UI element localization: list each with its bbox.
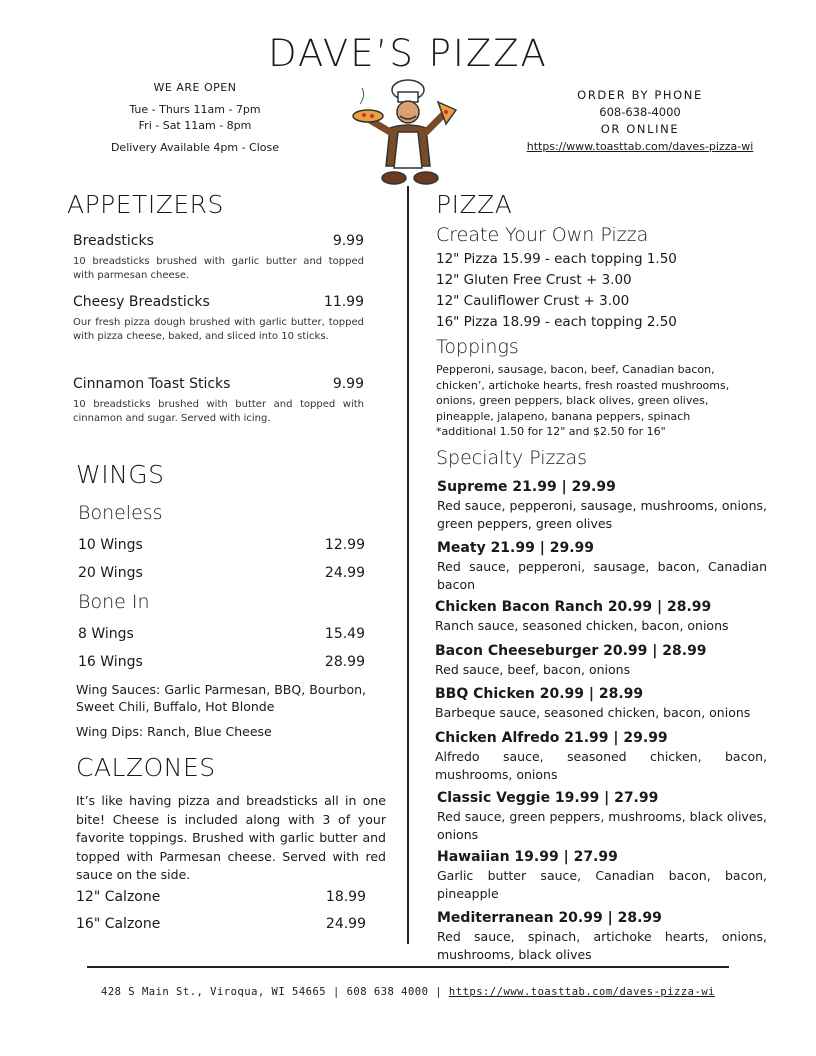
- pizza-title: PIZZA: [436, 190, 513, 219]
- pizza-description: Barbeque sauce, seasoned chicken, bacon, onions: [435, 705, 751, 720]
- item-name: 16" Calzone: [76, 916, 161, 932]
- appetizer-item: [73, 233, 364, 283]
- delivery-hours: Delivery Available 4pm - Close: [110, 141, 280, 154]
- order-online: OR ONLINE: [600, 122, 680, 136]
- item-name: 16 Wings: [78, 654, 143, 670]
- footer-address: 428 S Main St., Viroqua, WI 54665 | 608 638 4000 |: [101, 986, 449, 998]
- pizza-name: BBQ Chicken 20.99 | 28.99: [435, 686, 644, 702]
- item-name: Breadsticks: [73, 233, 154, 249]
- pizza-description: Red sauce, pepperoni, sausage, bacon, Canadian bacon: [437, 559, 767, 592]
- bone-in-title: Bone In: [78, 591, 150, 613]
- wing-dips: Wing Dips: Ranch, Blue Cheese: [76, 724, 272, 739]
- specialty-pizza-item: [435, 599, 767, 635]
- wing-item: [78, 537, 365, 553]
- specialty-pizza-item: [435, 730, 767, 783]
- item-description: 10 breadsticks brushed with butter and topped with cinnamon and sugar. Served with icing.: [73, 399, 364, 424]
- specialty-pizza-item: [437, 849, 767, 902]
- item-price: 12.99: [324, 537, 365, 553]
- specialty-pizza-item: [437, 540, 767, 593]
- item-name: 10 Wings: [78, 537, 143, 553]
- item-name: Cheesy Breadsticks: [73, 294, 210, 310]
- item-name: 20 Wings: [78, 565, 143, 581]
- pizza-option: 12" Pizza 15.99 - each topping 1.50: [436, 251, 677, 267]
- pizza-option: 12" Cauliflower Crust + 3.00: [436, 293, 630, 309]
- hours-line-1: Tue - Thurs 11am - 7pm: [129, 103, 261, 116]
- item-name: 8 Wings: [78, 626, 134, 642]
- item-name: 12" Calzone: [76, 889, 161, 905]
- specialty-pizza-item: [437, 790, 767, 843]
- pizza-option: 16" Pizza 18.99 - each topping 2.50: [436, 314, 677, 330]
- toppings-note: *additional 1.50 for 12" and $2.50 for 16": [436, 425, 666, 438]
- appetizers-title: APPETIZERS: [67, 190, 224, 219]
- pizza-description: Red sauce, spinach, artichoke hearts, onions, mushrooms, black olives: [437, 929, 767, 962]
- create-your-own-title: Create Your Own Pizza: [436, 224, 649, 246]
- item-price: 9.99: [332, 376, 364, 392]
- phone-number[interactable]: 608-638-4000: [599, 105, 681, 119]
- hours-line-2: Fri - Sat 11am - 8pm: [138, 119, 252, 132]
- pizza-name: Hawaiian 19.99 | 27.99: [437, 849, 618, 865]
- pizza-description: Red sauce, beef, bacon, onions: [435, 662, 631, 677]
- boneless-title: Boneless: [78, 502, 163, 524]
- item-price: 24.99: [324, 565, 365, 581]
- order-online-link[interactable]: https://www.toasttab.com/daves-pizza-wi: [526, 140, 754, 153]
- specialty-pizzas-title: Specialty Pizzas: [436, 447, 587, 469]
- pizza-name: Bacon Cheeseburger 20.99 | 28.99: [435, 643, 707, 659]
- toppings-title: Toppings: [436, 336, 519, 358]
- chef-mascot-icon: [352, 78, 464, 188]
- calzones-title: CALZONES: [76, 753, 216, 782]
- pizza-name: Chicken Bacon Ranch 20.99 | 28.99: [435, 599, 712, 615]
- hours-block: [100, 80, 290, 156]
- hours-heading: WE ARE OPEN: [153, 81, 237, 94]
- item-price: 18.99: [325, 889, 366, 905]
- pizza-description: Garlic butter sauce, Canadian bacon, bacon, pineapple: [437, 868, 767, 901]
- footer: [0, 986, 816, 998]
- item-price: 24.99: [325, 916, 366, 932]
- specialty-pizza-item: [437, 910, 767, 963]
- item-price: 28.99: [324, 654, 365, 670]
- pizza-name: Mediterranean 20.99 | 28.99: [437, 910, 662, 926]
- wing-item: [78, 654, 365, 670]
- wing-item: [78, 565, 365, 581]
- calzone-item: [76, 889, 366, 905]
- appetizer-item: [73, 294, 364, 344]
- specialty-pizza-item: [435, 643, 767, 679]
- pizza-description: Alfredo sauce, seasoned chicken, bacon, mushrooms, onions: [435, 749, 767, 782]
- item-description: 10 breadsticks brushed with garlic butter and topped with parmesan cheese.: [73, 256, 364, 281]
- item-name: Cinnamon Toast Sticks: [73, 376, 231, 392]
- specialty-pizza-item: [435, 686, 767, 722]
- page-title: DAVE’S PIZZA: [268, 32, 548, 75]
- item-price: 15.49: [324, 626, 365, 642]
- toppings-block: [436, 362, 766, 440]
- specialty-pizza-item: [437, 479, 767, 532]
- toppings-list: Pepperoni, sausage, bacon, beef, Canadian bacon, chicken’, artichoke hearts, fresh roasted mushrooms, onions, green peppers, black olives, green olives, pineapple, jalapeno, banana peppers, spinach: [436, 363, 730, 423]
- item-price: 9.99: [332, 233, 364, 249]
- pizza-name: Meaty 21.99 | 29.99: [437, 540, 594, 556]
- wings-title: WINGS: [76, 460, 165, 489]
- footer-link[interactable]: https://www.toasttab.com/daves-pizza-wi: [448, 986, 715, 998]
- wing-item: [78, 626, 365, 642]
- pizza-name: Supreme 21.99 | 29.99: [437, 479, 616, 495]
- column-divider: [407, 186, 409, 944]
- calzones-description: It’s like having pizza and breadsticks all in one bite! Cheese is included along with 3 of your favorite toppings. Brushed with garlic butter and topped with Parmesan cheese. Served with red sauce on the side.: [76, 793, 386, 882]
- order-block: [520, 87, 760, 155]
- footer-rule: [87, 966, 729, 968]
- order-by-phone: ORDER BY PHONE: [577, 88, 703, 102]
- pizza-name: Classic Veggie 19.99 | 27.99: [437, 790, 659, 806]
- calzone-item: [76, 916, 366, 932]
- appetizer-item: [73, 376, 364, 426]
- pizza-option: 12" Gluten Free Crust + 3.00: [436, 272, 632, 288]
- pizza-name: Chicken Alfredo 21.99 | 29.99: [435, 730, 668, 746]
- pizza-description: Red sauce, green peppers, mushrooms, black olives, onions: [437, 809, 767, 842]
- item-description: Our fresh pizza dough brushed with garlic butter, topped with pizza cheese, baked, and sliced into 10 sticks.: [73, 317, 364, 342]
- wing-sauces: Wing Sauces: Garlic Parmesan, BBQ, Bourbon, Sweet Chili, Buffalo, Hot Blonde: [76, 682, 366, 714]
- create-your-own-list: [436, 249, 756, 333]
- pizza-description: Red sauce, pepperoni, sausage, mushrooms, onions, green peppers, green olives: [437, 498, 767, 531]
- pizza-description: Ranch sauce, seasoned chicken, bacon, onions: [435, 618, 729, 633]
- item-price: 11.99: [323, 294, 364, 310]
